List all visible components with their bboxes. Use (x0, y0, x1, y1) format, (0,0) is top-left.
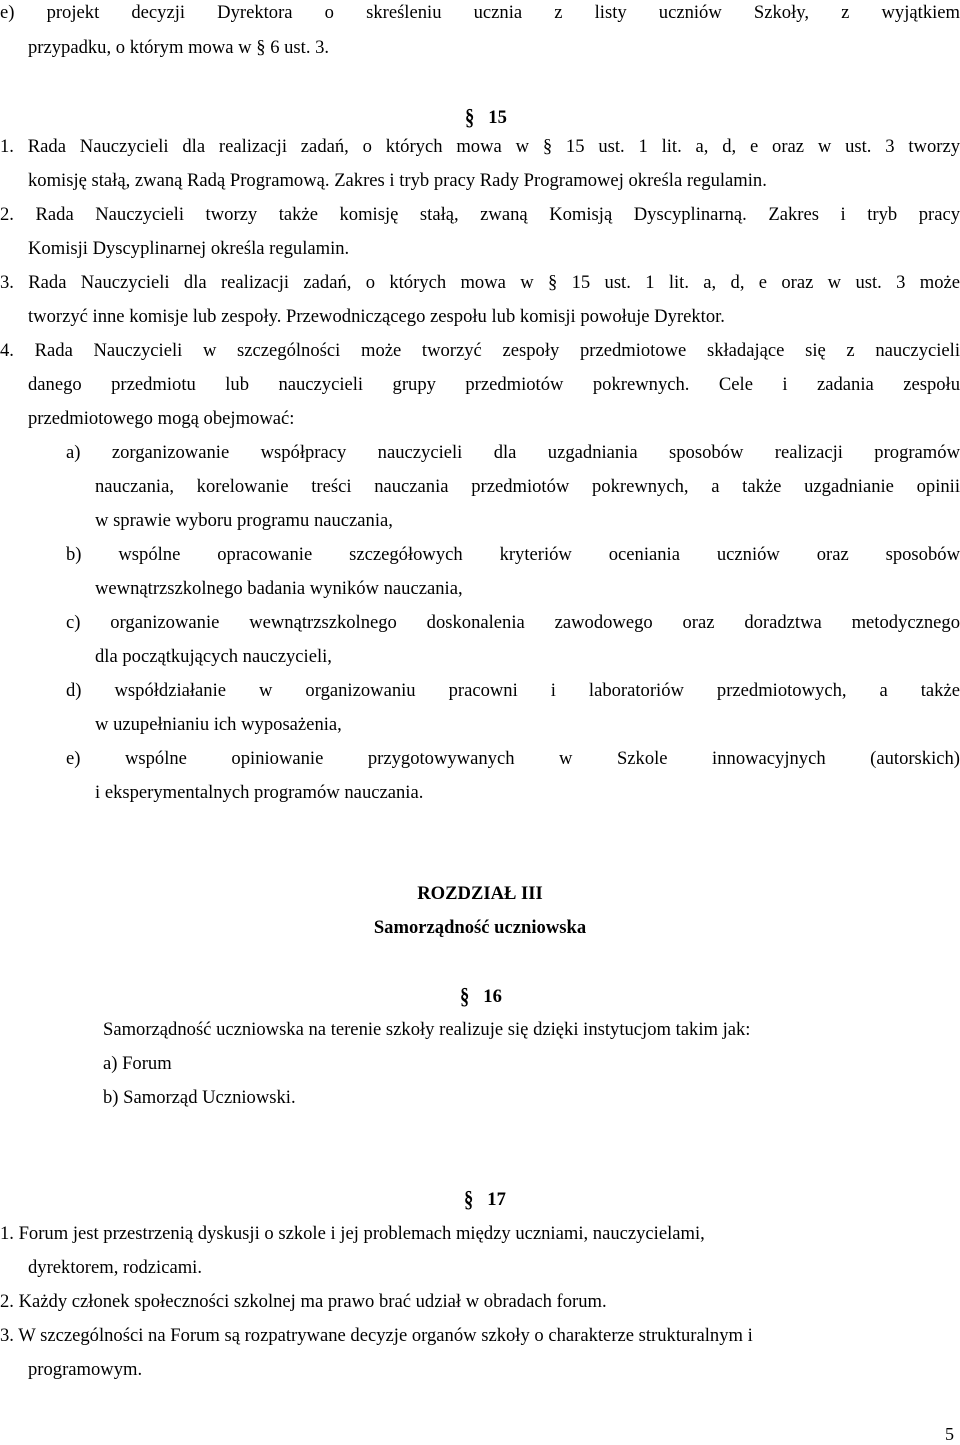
text-line: c) organizowanie wewnątrzszkolnego doskonalenia zawodowego oraz doradztwa metodycznego (66, 612, 960, 633)
text-line: 4. Rada Nauczycieli w szczególności może tworzyć zespoły przedmiotowe składające się z nauczycieli (0, 340, 960, 361)
text-line: w uzupełnianiu ich wyposażenia, (95, 714, 342, 735)
chapter-heading: ROZDZIAŁ III (417, 883, 543, 904)
text-line: dyrektorem, rodzicami. (28, 1257, 202, 1278)
text-line: 3. W szczególności na Forum są rozpatrywane decyzje organów szkoły o charakterze strukturalnym i (0, 1325, 753, 1346)
text-line: d) współdziałanie w organizowaniu pracowni i laboratoriów przedmiotowych, a także (66, 680, 960, 701)
text-line: programowym. (28, 1359, 143, 1380)
text-line: danego przedmiotu lub nauczycieli grupy przedmiotów pokrewnych. Cele i zadania zespołu (28, 374, 960, 395)
text-line: 1. Forum jest przestrzenią dyskusji o szkole i jej problemach między uczniami, nauczycielami, (0, 1223, 705, 1244)
section-heading: § 17 (464, 1186, 506, 1213)
text-line: a) Forum (103, 1053, 172, 1074)
section-heading: § 15 (465, 104, 507, 131)
text-line: przedmiotowego mogą obejmować: (28, 408, 295, 429)
section-heading: § 16 (460, 983, 502, 1010)
text-line: Komisji Dyscyplinarnej określa regulamin. (28, 238, 350, 259)
text-line: 2. Każdy członek społeczności szkolnej ma prawo brać udział w obradach forum. (0, 1291, 607, 1312)
text-line: e) projekt decyzji Dyrektora o skreśleniu ucznia z listy uczniów Szkoły, z wyjątkiem (0, 2, 960, 23)
text-line: przypadku, o którym mowa w § 6 ust. 3. (28, 37, 330, 58)
text-line: 2. Rada Nauczycieli tworzy także komisję stałą, zwaną Komisją Dyscyplinarną. Zakres i tryb pracy (0, 204, 960, 225)
text-line: komisję stałą, zwaną Radą Programową. Zakres i tryb pracy Rady Programowej określa regulamin. (28, 170, 767, 191)
text-line: tworzyć inne komisje lub zespoły. Przewodniczącego zespołu lub komisji powołuje Dyrektor. (28, 306, 725, 327)
chapter-heading: Samorządność uczniowska (373, 917, 587, 938)
text-line: 1. Rada Nauczycieli dla realizacji zadań, o których mowa w § 15 ust. 1 lit. a, d, e oraz w ust. 3 tworzy (0, 136, 960, 157)
text-line: w sprawie wyboru programu nauczania, (95, 510, 393, 531)
text-line: a) zorganizowanie współpracy nauczycieli dla uzgadniania sposobów realizacji programów (66, 442, 960, 463)
text-line: 3. Rada Nauczycieli dla realizacji zadań, o których mowa w § 15 ust. 1 lit. a, d, e oraz w ust. 3 może (0, 272, 960, 293)
section-sign-icon: § (465, 104, 475, 131)
text-line: Samorządność uczniowska na terenie szkoły realizuje się dzięki instytucjom takim jak: (103, 1019, 751, 1040)
text-line: dla początkujących nauczycieli, (95, 646, 332, 667)
text-line: b) wspólne opracowanie szczegółowych kryteriów oceniania uczniów oraz sposobów (66, 544, 960, 565)
text-line: b) Samorząd Uczniowski. (103, 1087, 296, 1108)
text-line: nauczania, korelowanie treści nauczania przedmiotów pokrewnych, a także uzgadnianie opinii (95, 476, 960, 497)
section-sign-icon: § (460, 983, 470, 1010)
page-number: 5 (945, 1424, 954, 1444)
text-line: i eksperymentalnych programów nauczania. (95, 782, 424, 803)
section-sign-icon: § (464, 1186, 474, 1213)
text-line: wewnątrzszkolnego badania wyników nauczania, (95, 578, 463, 599)
text-line: e) wspólne opiniowanie przygotowywanych w Szkole innowacyjnych (autorskich) (66, 748, 960, 769)
